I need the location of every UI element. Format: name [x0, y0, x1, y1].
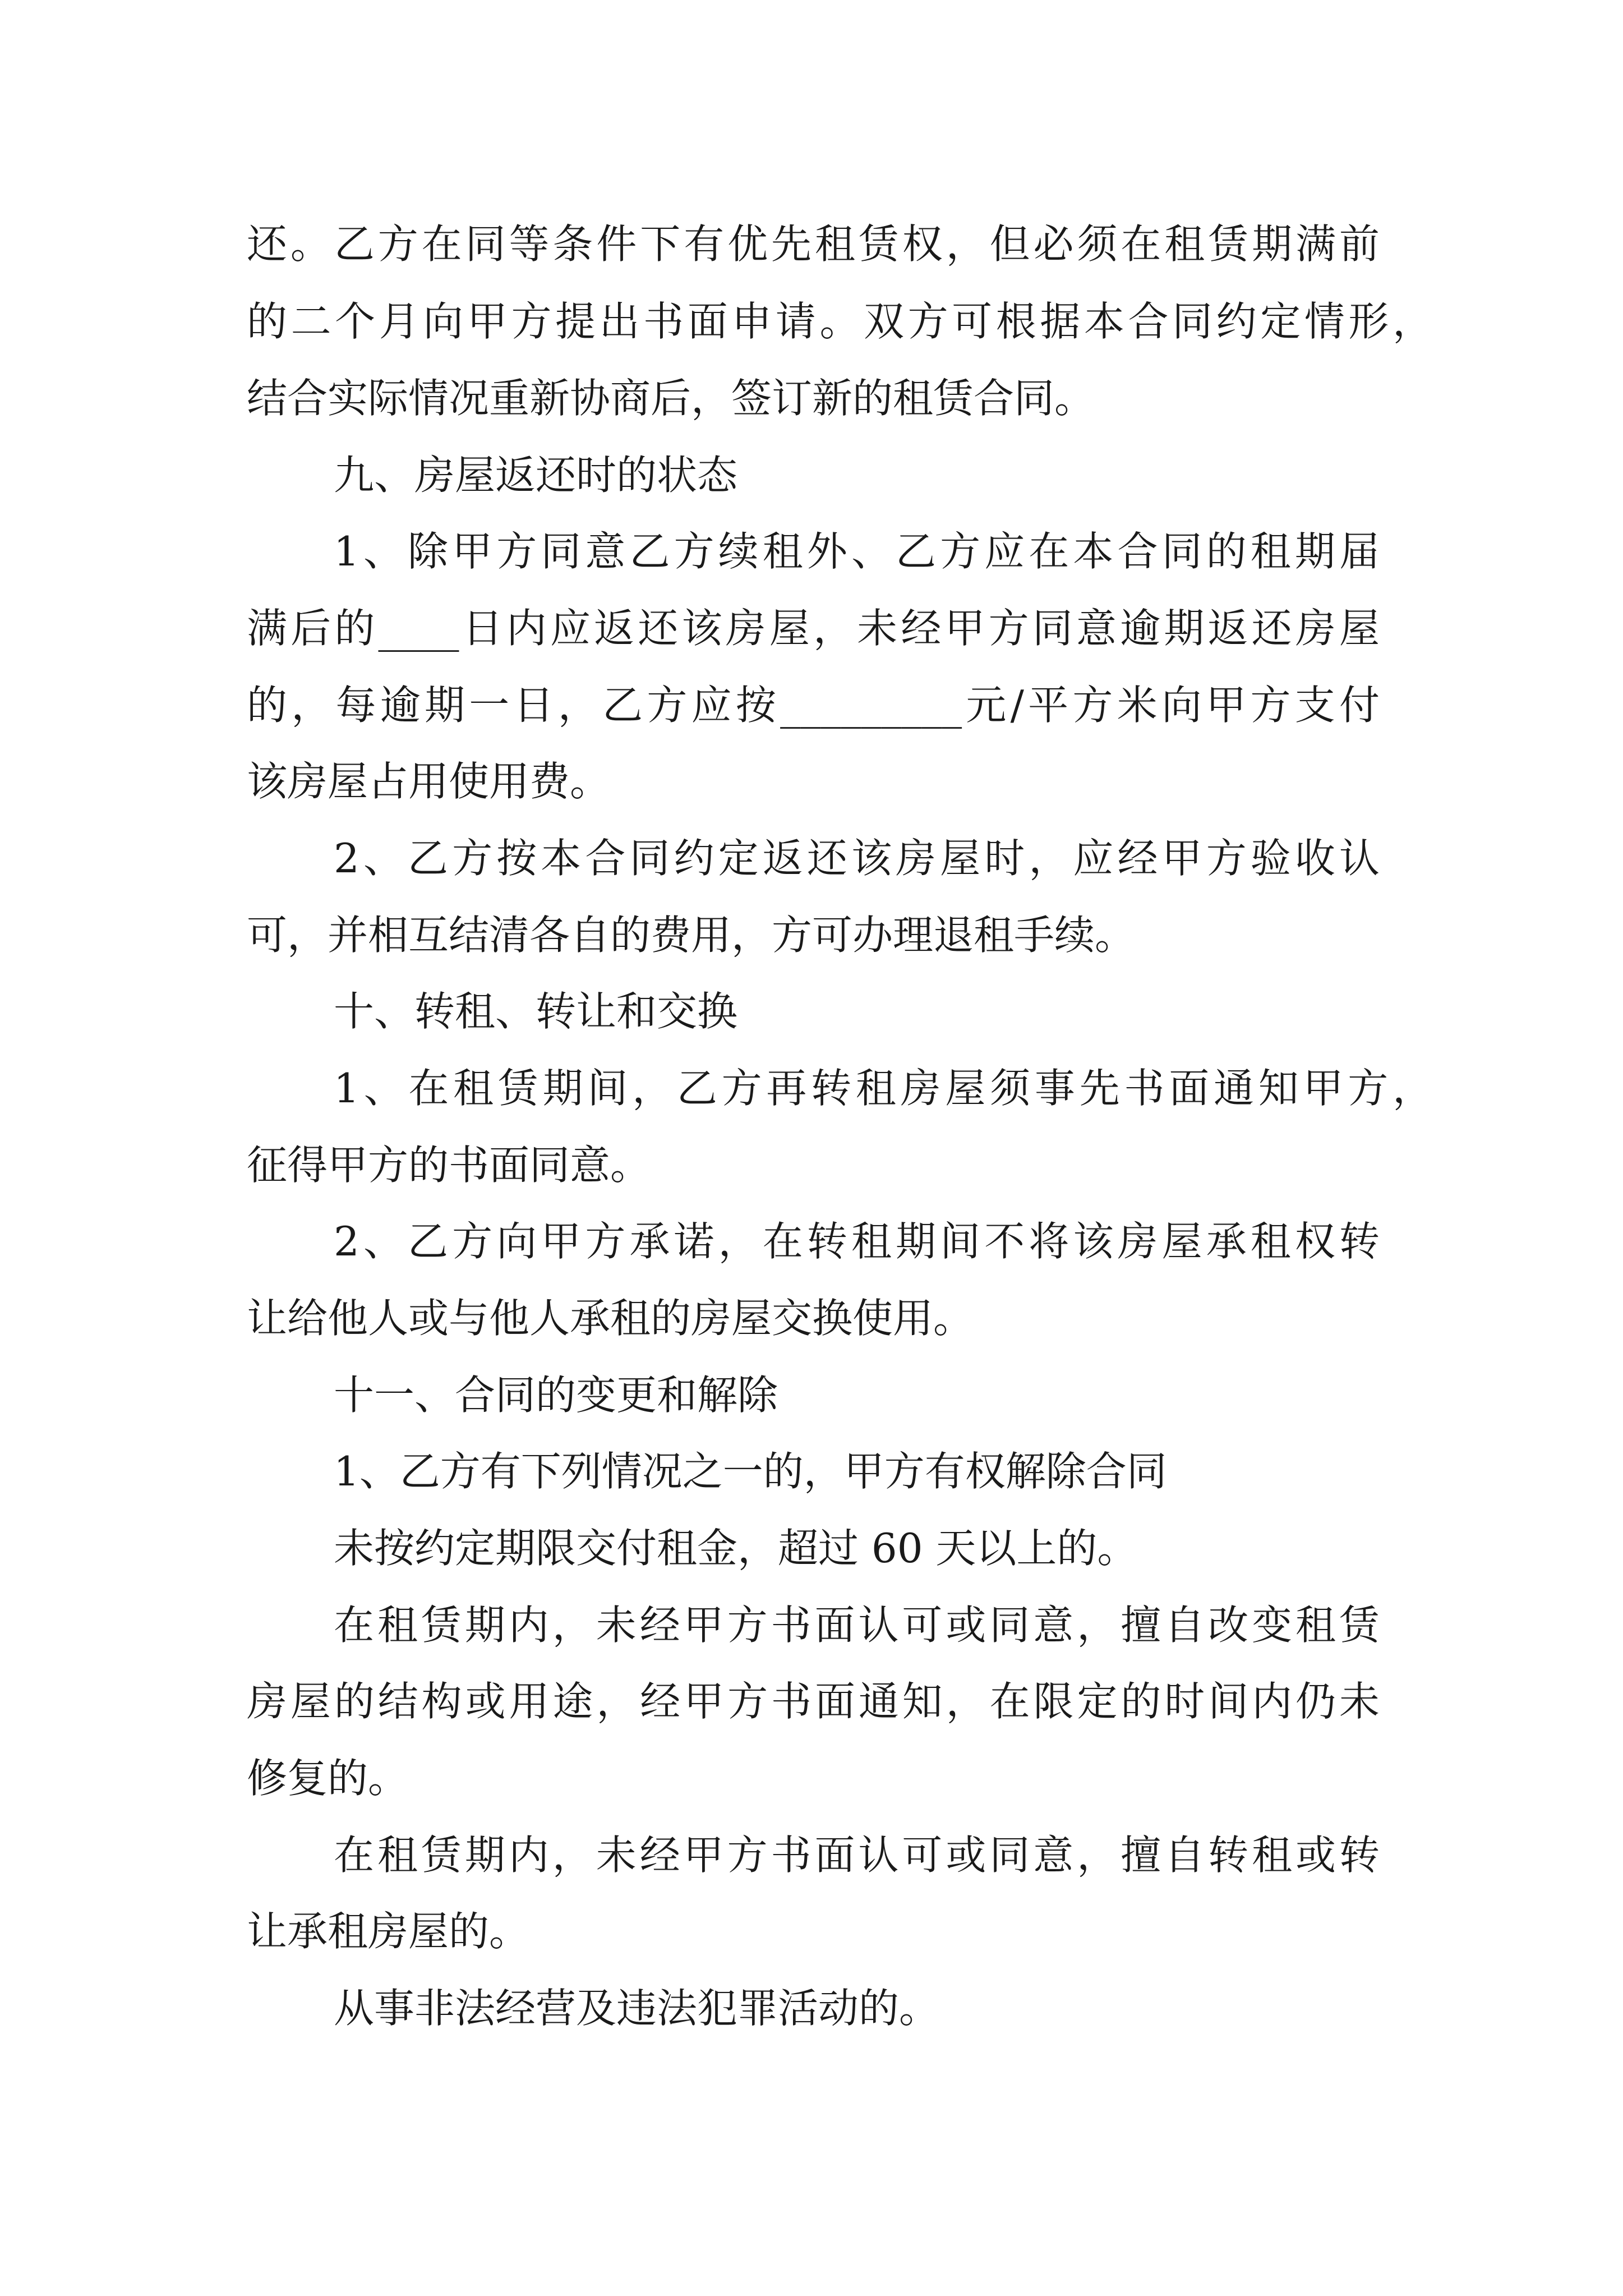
- text-line-9: 2、乙方按本合同约定返还该房屋时，应经甲方验收认: [334, 835, 1380, 882]
- text-line-3: 结合实际情况重新协商后，签订新的租赁合同。: [247, 375, 1095, 422]
- text-line-2: 的二个月向甲方提出书面申请。双方可根据本合同约定情形，: [247, 298, 1433, 345]
- section-heading-11: 十一、合同的变更和解除: [334, 1372, 778, 1419]
- text-line-5: 1、除甲方同意乙方续租外、乙方应在本合同的租期届: [334, 528, 1380, 575]
- text-line-1: 还。乙方在同等条件下有优先租赁权，但必须在租赁期满前: [247, 220, 1380, 268]
- text-line-13: 征得甲方的书面同意。: [247, 1142, 651, 1189]
- text-line-17: 1、乙方有下列情况之一的，甲方有权解除合同: [334, 1448, 1167, 1495]
- text-line-22: 在租赁期内，未经甲方书面认可或同意，擅自转租或转: [334, 1832, 1380, 1879]
- text-line-24: 从事非法经营及违法犯罪活动的。: [334, 1985, 940, 2032]
- text-line-12: 1、在租赁期间，乙方再转租房屋须事先书面通知甲方，: [334, 1065, 1433, 1112]
- text-line-21: 修复的。: [247, 1755, 409, 1802]
- text-line-20: 房屋的结构或用途，经甲方书面通知，在限定的时间内仍未: [247, 1678, 1380, 1725]
- text-line-15: 让给他人或与他人承租的房屋交换使用。: [247, 1295, 974, 1342]
- text-line-10: 可，并相互结清各自的费用，方可办理退租手续。: [247, 912, 1136, 959]
- text-line-6: 满后的____日内应返还该房屋，未经甲方同意逾期返还房屋: [247, 605, 1380, 652]
- text-line-7: 的，每逾期一日，乙方应按_________元/平方米向甲方支付: [247, 682, 1380, 729]
- text-line-14: 2、乙方向甲方承诺，在转租期间不将该房屋承租权转: [334, 1218, 1380, 1265]
- text-line-23: 让承租房屋的。: [247, 1908, 530, 1955]
- section-heading-9: 九、房屋返还时的状态: [334, 452, 738, 499]
- text-line-8: 该房屋占用使用费。: [247, 758, 611, 805]
- text-line-19: 在租赁期内，未经甲方书面认可或同意，擅自改变租赁: [334, 1602, 1380, 1649]
- text-line-18: 未按约定期限交付租金，超过 60 天以上的。: [334, 1525, 1138, 1572]
- section-heading-10: 十、转租、转让和交换: [334, 988, 738, 1035]
